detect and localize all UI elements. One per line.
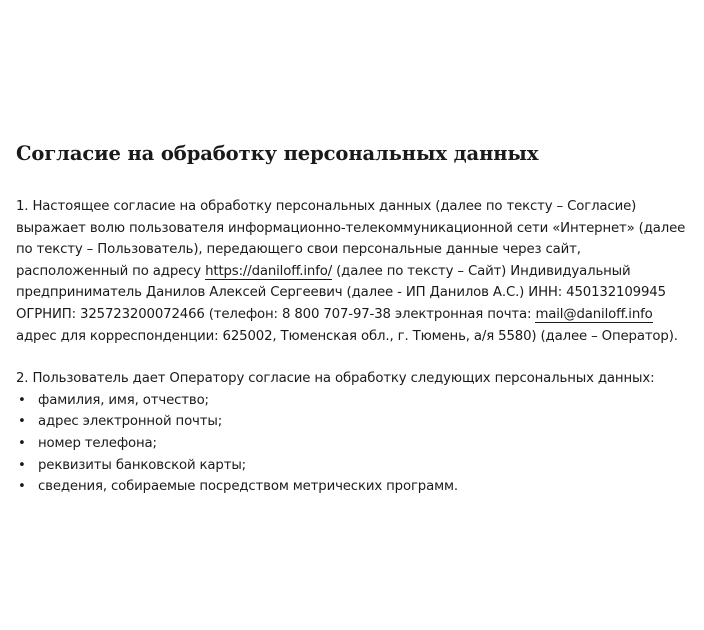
page-title: Согласие на обработку персональных данных (16, 142, 539, 165)
list-item (16, 390, 692, 412)
list-item (16, 476, 692, 498)
paragraph-1-text-a: 1. Настоящее согласие на обработку персональных данных (далее по тексту – Согласие) выражает волю пользователя информационно-телекоммуникационной сети «Интернет» (далее по тексту – Пользователь), передающего свои персональные данные через сайт, расположенный по адресу (16, 199, 686, 279)
bullet-icon: • (18, 435, 26, 451)
list-item-text: фамилия, имя, отчество; (38, 392, 209, 408)
list-item (16, 455, 692, 477)
personal-data-list (16, 390, 692, 498)
paragraph-1-text-b: (далее по тексту – Сайт) Индивидуальный предприниматель Данилов Алексей Сергеевич (далее - ИП Данилов А.С.) ИНН: 450132109945 ОГРНИП: 325723200072466 (телефон: 8 800 707-97-38 электронная почта: (16, 263, 666, 322)
consent-document (16, 140, 692, 498)
list-item-text: сведения, собираемые посредством метрических программ. (38, 479, 458, 495)
bullet-icon: • (18, 479, 26, 495)
bullet-icon: • (18, 414, 26, 430)
list-item-text: номер телефона; (38, 435, 157, 451)
paragraph-spacer (16, 347, 692, 368)
bullet-icon: • (18, 392, 26, 408)
list-item-text: адрес электронной почты; (38, 414, 223, 430)
list-item (16, 433, 692, 455)
list-item (16, 411, 692, 433)
site-link[interactable]: https://daniloff.info/ (205, 263, 333, 279)
list-item-text: реквизиты банковской карты; (38, 457, 246, 473)
bullet-icon: • (18, 457, 26, 473)
paragraph-1-text-c: адрес для корреспонденции: 625002, Тюменская обл., г. Тюмень, а/я 5580) (далее – Оператор). (16, 328, 678, 344)
paragraph-1 (16, 196, 692, 347)
email-link[interactable]: mail@daniloff.info (535, 306, 653, 322)
paragraph-2-intro: 2. Пользователь дает Оператору согласие на обработку следующих персональных данных: (16, 371, 655, 387)
